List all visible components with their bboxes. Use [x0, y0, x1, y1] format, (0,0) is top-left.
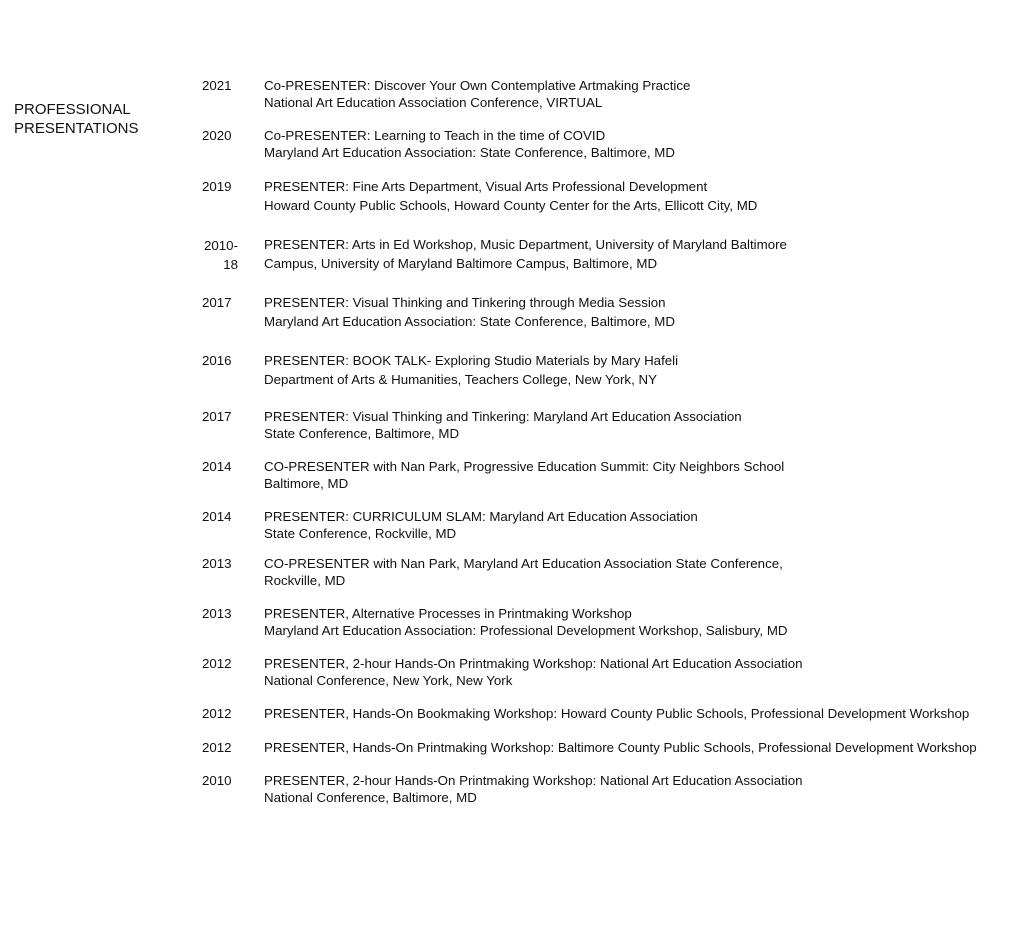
entry-venue: Maryland Art Education Association: State Conference, Baltimore, MD: [264, 145, 675, 160]
entry-title: PRESENTER: Visual Thinking and Tinkering through Media Session: [264, 295, 666, 310]
entry-title: PRESENTER: Fine Arts Department, Visual Arts Professional Development: [264, 179, 708, 194]
entry-year: 2017: [202, 295, 232, 310]
entry-title: PRESENTER: Arts in Ed Workshop, Music Department, University of Maryland Baltimore: [264, 237, 787, 252]
entry-title: PRESENTER, 2-hour Hands-On Printmaking Workshop: National Art Education Association: [264, 773, 803, 788]
entry-title: PRESENTER: Visual Thinking and Tinkering: Maryland Art Education Association: [264, 409, 742, 424]
entry-venue: Campus, University of Maryland Baltimore Campus, Baltimore, MD: [264, 256, 658, 271]
entry-venue: State Conference, Rockville, MD: [264, 526, 457, 541]
entry-venue: Howard County Public Schools, Howard County Center for the Arts, Ellicott City, MD: [264, 198, 758, 213]
entry-details: [264, 705, 1023, 722]
entry-year: 2014: [202, 509, 232, 524]
entry-venue: Maryland Art Education Association: Professional Development Workshop, Salisbury, MD: [264, 623, 788, 638]
entry-title: PRESENTER: CURRICULUM SLAM: Maryland Art Education Association: [264, 509, 698, 524]
entry-details: [264, 127, 1023, 161]
entry-details: [264, 772, 1023, 806]
entry-venue: National Conference, New York, New York: [264, 673, 513, 688]
entry-title: Co-PRESENTER: Discover Your Own Contemplative Artmaking Practice: [264, 78, 691, 93]
entry-details: [264, 655, 1023, 689]
entry-title: CO-PRESENTER with Nan Park, Progressive Education Summit: City Neighbors School: [264, 459, 785, 474]
entry-title: PRESENTER, Alternative Processes in Printmaking Workshop: [264, 606, 632, 621]
entry-venue: Department of Arts & Humanities, Teachers College, New York, NY: [264, 372, 657, 387]
entry-title: PRESENTER, 2-hour Hands-On Printmaking Workshop: National Art Education Association: [264, 656, 803, 671]
entry-year: 2013: [202, 556, 232, 571]
entry-venue: Baltimore, MD: [264, 476, 349, 491]
entry-year: 2010: [202, 773, 232, 788]
entry-title: PRESENTER: BOOK TALK- Exploring Studio Materials by Mary Hafeli: [264, 353, 679, 368]
entry-details: [264, 555, 1023, 589]
entry-year: 2020: [202, 128, 232, 143]
entry-details: [264, 352, 1023, 388]
entry-title: PRESENTER, Hands-On Printmaking Workshop: Baltimore County Public Schools, Professional Development Workshop: [264, 740, 977, 755]
entry-title: Co-PRESENTER: Learning to Teach in the time of COVID: [264, 128, 606, 143]
entry-year: 2016: [202, 353, 232, 368]
entry-details: [264, 178, 1023, 214]
entry-details: [264, 508, 1023, 542]
entry-year: 2021: [202, 78, 232, 93]
entry-details: [264, 236, 1023, 272]
entry-title: CO-PRESENTER with Nan Park, Maryland Art Education Association State Conference,: [264, 556, 783, 571]
entry-year: 2014: [202, 459, 232, 474]
entry-venue: National Conference, Baltimore, MD: [264, 790, 477, 805]
entry-venue: State Conference, Baltimore, MD: [264, 426, 460, 441]
entry-details: [264, 77, 1023, 111]
entry-year: 2019: [202, 179, 232, 194]
entry-details: [264, 458, 1023, 492]
entry-title: PRESENTER, Hands-On Bookmaking Workshop: Howard County Public Schools, Professional Development Workshop: [264, 706, 970, 721]
entry-details: [264, 605, 1023, 639]
section-heading: PROFESSIONAL PRESENTATIONS: [14, 101, 139, 137]
entry-venue: Maryland Art Education Association: State Conference, Baltimore, MD: [264, 314, 675, 329]
entry-year: 2012: [202, 706, 232, 721]
entry-year: 2012: [202, 740, 232, 755]
entry-venue: Rockville, MD: [264, 573, 346, 588]
entry-venue: National Art Education Association Conference, VIRTUAL: [264, 95, 603, 110]
entry-year: 2012: [202, 656, 232, 671]
entry-year: 2013: [202, 606, 232, 621]
entry-details: [264, 739, 1023, 756]
entry-year: 2017: [202, 409, 232, 424]
entry-year: 2010- 18: [203, 238, 238, 272]
entry-details: [264, 294, 1023, 330]
entry-details: [264, 408, 1023, 442]
